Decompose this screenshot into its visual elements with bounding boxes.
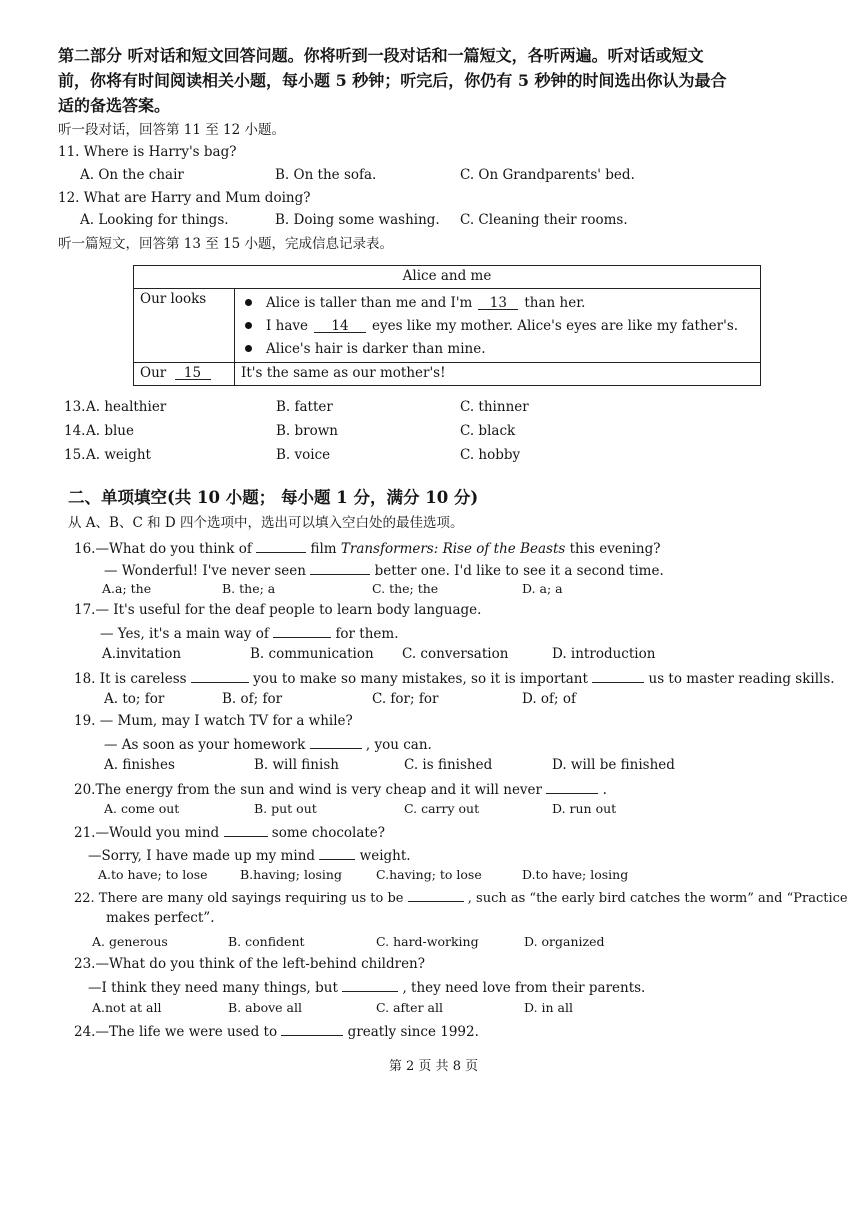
q16-option-d[interactable]: D. a; a (522, 581, 563, 596)
q11-stem: 11. Where is Harry's bag? (58, 144, 237, 160)
q16-blank-2[interactable] (310, 560, 370, 575)
q21-text: weight. (359, 848, 411, 864)
q13-option-b[interactable]: B. fatter (276, 399, 333, 415)
bullet-icon (245, 299, 252, 306)
q20-option-a[interactable]: A. come out (104, 801, 180, 816)
q11-option-a[interactable]: A. On the chair (80, 167, 184, 183)
q24-text: 24.—The life we were used to (74, 1024, 278, 1040)
q16-line2 (104, 560, 664, 580)
q13-option-a[interactable]: A. healthier (86, 399, 167, 415)
q18-option-d[interactable]: D. of; of (522, 691, 577, 707)
q19-blank[interactable] (310, 734, 362, 749)
q18-text: 18. It is careless (74, 671, 187, 687)
q17-option-d[interactable]: D. introduction (552, 646, 656, 662)
q19-text: — As soon as your homework (104, 737, 306, 753)
q13-number: 13. (64, 399, 86, 415)
q12-option-c[interactable]: C. Cleaning their rooms. (460, 212, 628, 228)
info-record-table (133, 265, 761, 386)
q15-option-b[interactable]: B. voice (276, 447, 331, 463)
q23-option-b[interactable]: B. above all (228, 1000, 302, 1015)
q12-option-b[interactable]: B. Doing some washing. (275, 212, 440, 228)
blank-15[interactable]: 15 (175, 365, 211, 380)
q24-line1 (74, 1021, 479, 1041)
looks-cell (235, 289, 761, 363)
q16-text: — Wonderful! I've never seen (104, 563, 306, 579)
q21-blank-2[interactable] (319, 845, 355, 860)
q16-option-b[interactable]: B. the; a (222, 581, 276, 596)
q17-option-c[interactable]: C. conversation (402, 646, 509, 662)
q22-line2: makes perfect”. (106, 910, 215, 926)
bullet-text: Alice is taller than me and I'm (266, 294, 473, 311)
q21-text: 21.—Would you mind (74, 825, 220, 841)
q17-line2 (100, 623, 399, 643)
q18-blank-1[interactable] (191, 668, 249, 683)
q17-text: — Yes, it's a main way of (100, 626, 269, 642)
q22-option-b[interactable]: B. confident (228, 934, 305, 949)
q23-line1: 23.—What do you think of the left-behind children? (74, 956, 425, 972)
q24-blank[interactable] (281, 1021, 343, 1036)
row-label-looks: Our looks (134, 289, 235, 363)
q18-line1 (74, 668, 835, 688)
q21-option-d[interactable]: D.to have; losing (522, 867, 629, 882)
q21-text: —Sorry, I have made up my mind (88, 848, 316, 864)
q23-option-c[interactable]: C. after all (376, 1000, 443, 1015)
q20-option-b[interactable]: B. put out (254, 801, 317, 816)
bullet-text: Alice's hair is darker than mine. (266, 340, 486, 357)
q17-line1: 17.— It's useful for the deaf people to learn body language. (74, 602, 482, 618)
bullet-icon (245, 345, 252, 352)
q18-option-a[interactable]: A. to; for (104, 691, 165, 707)
q21-option-a[interactable]: A.to have; to lose (98, 867, 208, 882)
q18-blank-2[interactable] (592, 668, 644, 683)
q11-option-b[interactable]: B. On the sofa. (275, 167, 377, 183)
q22-option-d[interactable]: D. organized (524, 934, 605, 949)
page-number: 第 2 页 共 8 页 (388, 1059, 479, 1074)
q23-line2 (88, 977, 645, 997)
q21-option-b[interactable]: B.having; losing (240, 867, 342, 882)
q16-text: film (310, 541, 337, 557)
section-header-line3: 适的备选答案。 (58, 96, 171, 115)
q16-text: better one. I'd like to see it a second time. (374, 563, 664, 579)
q13-option-c[interactable]: C. thinner (460, 399, 529, 415)
q21-option-c[interactable]: C.having; to lose (376, 867, 482, 882)
q14-option-a[interactable]: A. blue (86, 423, 134, 439)
q22-option-c[interactable]: C. hard-working (376, 934, 479, 949)
row-label-text: Our (140, 365, 167, 381)
q17-option-b[interactable]: B. communication (250, 646, 374, 662)
bullet-item-2 (241, 314, 754, 337)
q12-option-a[interactable]: A. Looking for things. (80, 212, 229, 228)
q18-option-c[interactable]: C. for; for (372, 691, 439, 707)
q15-number: 15. (64, 447, 86, 463)
q16-option-a[interactable]: A.a; the (102, 581, 152, 596)
q16-text: this evening? (569, 541, 661, 557)
section-header-line2: 前，你将有时间阅读相关小题，每小题 5 秒钟；听完后，你仍有 5 秒钟的时间选出你认为最合 (58, 71, 727, 90)
q17-blank[interactable] (273, 623, 331, 638)
q24-text: greatly since 1992. (347, 1024, 479, 1040)
q16-option-c[interactable]: C. the; the (372, 581, 439, 596)
q19-text: , you can. (365, 737, 432, 753)
table-title: Alice and me (134, 266, 761, 289)
q18-option-b[interactable]: B. of; for (222, 691, 283, 707)
blank-14[interactable]: 14 (314, 318, 366, 333)
q20-blank[interactable] (546, 779, 598, 794)
bullet-text: I have (266, 317, 308, 334)
q12-stem: 12. What are Harry and Mum doing? (58, 190, 311, 206)
q19-line1: 19. — Mum, may I watch TV for a while? (74, 713, 353, 729)
bullet-icon (245, 322, 252, 329)
q20-option-c[interactable]: C. carry out (404, 801, 480, 816)
q22-text: 22. There are many old sayings requiring us to be (74, 891, 404, 906)
q19-option-b[interactable]: B. will finish (254, 757, 339, 773)
bullet-item-1 (241, 291, 754, 314)
dialogue-instruction: 听一段对话，回答第 11 至 12 小题。 (58, 122, 286, 138)
q16-line1 (74, 538, 660, 558)
q20-text: . (602, 782, 607, 798)
row-label-15 (134, 363, 235, 386)
q23-text: , they need love from their parents. (402, 980, 646, 996)
film-title: Transformers: Rise of the Beasts (340, 541, 566, 557)
section2-instruction: 从 A、B、C 和 D 四个选项中，选出可以填入空白处的最佳选项。 (68, 515, 464, 531)
q11-option-c[interactable]: C. On Grandparents' bed. (460, 167, 635, 183)
q18-text: us to master reading skills. (648, 671, 835, 687)
row-value-15: It's the same as our mother's! (235, 363, 761, 386)
q20-line1 (74, 779, 607, 799)
q23-option-a[interactable]: A.not at all (92, 1000, 162, 1015)
q23-text: —I think they need many things, but (88, 980, 338, 996)
q16-blank-1[interactable] (256, 538, 306, 553)
section-header-line1: 第二部分 听对话和短文回答问题。你将听到一段对话和一篇短文，各听两遍。听对话或短文 (58, 46, 704, 65)
q22-blank[interactable] (408, 887, 464, 902)
bullet-item-3 (241, 337, 754, 360)
q19-option-c[interactable]: C. is finished (404, 757, 493, 773)
bullet-text: than her. (524, 294, 586, 311)
q23-blank[interactable] (342, 977, 398, 992)
bullet-text: eyes like my mother. Alice's eyes are like my father's. (371, 317, 739, 334)
q21-blank-1[interactable] (224, 822, 268, 837)
passage-instruction: 听一篇短文，回答第 13 至 15 小题，完成信息记录表。 (58, 236, 394, 252)
q16-text: 16.—What do you think of (74, 541, 252, 557)
q21-line1 (74, 822, 385, 842)
section2-title: 二、单项填空(共 10 小题； 每小题 1 分，满分 10 分) (68, 488, 479, 507)
q17-option-a[interactable]: A.invitation (102, 646, 182, 662)
q15-option-a[interactable]: A. weight (86, 447, 151, 463)
q20-text: 20.The energy from the sun and wind is very cheap and it will never (74, 782, 543, 798)
q14-option-b[interactable]: B. brown (276, 423, 338, 439)
q17-text: for them. (335, 626, 399, 642)
q20-option-d[interactable]: D. run out (552, 801, 617, 816)
q22-option-a[interactable]: A. generous (92, 934, 168, 949)
q19-line2 (104, 734, 432, 754)
q22-line1 (74, 887, 848, 908)
q22-text: , such as “the early bird catches the worm” and “Practice (467, 891, 848, 906)
q21-text: some chocolate? (271, 825, 386, 841)
q19-option-a[interactable]: A. finishes (104, 757, 175, 773)
blank-13[interactable]: 13 (478, 295, 518, 310)
q14-option-c[interactable]: C. black (460, 423, 516, 439)
q19-option-d[interactable]: D. will be finished (552, 757, 675, 773)
q23-option-d[interactable]: D. in all (524, 1000, 573, 1015)
q21-line2 (88, 845, 411, 865)
q18-text: you to make so many mistakes, so it is important (253, 671, 588, 687)
q15-option-c[interactable]: C. hobby (460, 447, 521, 463)
q14-number: 14. (64, 423, 86, 439)
